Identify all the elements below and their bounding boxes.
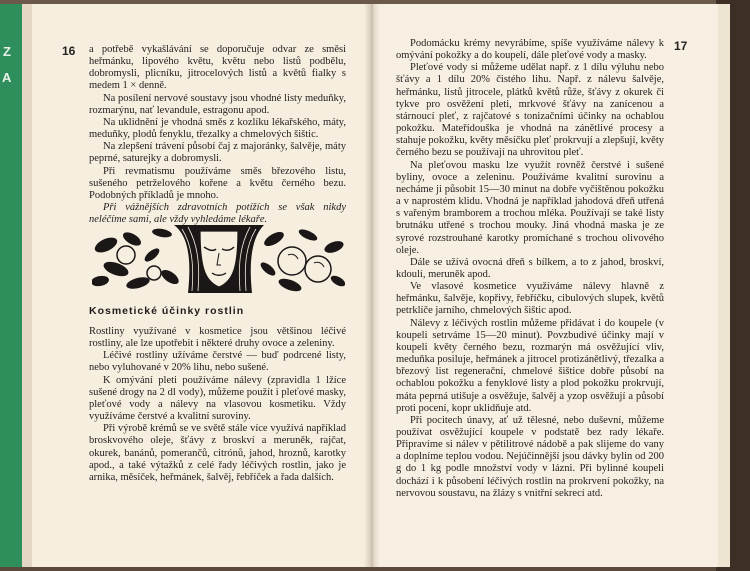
tab-letter-z: Z	[3, 44, 11, 59]
paragraph: Podomácku krémy nevyrábíme, spíše využíváme nálevy k omývání pokožky a do koupelí, dále pleťové vody a masky.	[396, 38, 664, 62]
paragraph: Při revmatismu používáme směs březového listu, sušeného petrželového kořene a květu černého bezu. Podobných příkladů je mnoho.	[89, 165, 346, 201]
paragraph: Léčivé rostliny užíváme čerstvé — buď podrcené listy, nebo vyluhované v 20% lihu, nebo sušené.	[89, 350, 346, 374]
paragraph: Při vážnějších zdravotních potížích se však nikdy neléčíme sami, ale vždy vyhledáme lékaře.	[89, 202, 346, 226]
paragraph: Na pleťovou masku lze využít rovněž čerstvé i sušené byliny, ovoce a zeleninu. Používáme kvalitní surovinu a necháme ji působit 15—30 minut na dobře vyčištěnou pokožku a v naprostém klidu. Vhodná je například jahodová dřeň utřená s vařeným bramborem a trochou mléka. Používají se také listy brutnáku utřené s trochou mouky. Jiná vhodná maska je ze syrové rozstrouhané karotky promíchané s trochou olivového oleje.	[396, 159, 664, 256]
paragraph: Na posílení nervové soustavy jsou vhodné listy meduňky, rozmarýnu, nať levandule, estragonu apod.	[89, 92, 346, 116]
paragraph: Na uklidnění je vhodná směs z kozlíku lékařského, máty, meduňky, plodů fenyklu, třezalky a chmelových šištic.	[89, 116, 346, 141]
page-edges-right	[716, 4, 730, 567]
paragraph: Pleťové vody si můžeme udělat např. z 1 dílu výluhu nebo šťávy a 1 dílu 20% čistého lihu. Např. z nálevu šalvěje, heřmánku, listů jitrocele, plátků květů růže, šťávy z okurek či tykve pro osvěžení pleti, mrkvové šťávy na zanícenou a stárnoucí pleť, z rajčatové s tonizačními účinky na ochablou pokožku. Mateřídouška je vhodná na zánětlivé procesy a stahuje pokožku, květy měsíčku pleť prokrvují a zlepšují, květy černého bezu se používají na uhrovitou pleť.	[396, 62, 664, 159]
section-heading: Kosmetické účinky rostlin	[89, 305, 245, 317]
paragraph: Při pocitech únavy, ať už tělesné, nebo duševní, můžeme používat osvěžující koupele v podstatě bez rady lékaře. Připravíme si nálev v pětilitrové nádobě a pak slijeme do vany a doplníme teplou vodou. Nejúčinnější jsou dávky bylin od 200 g do 1 kg podle množství vody v lázni. Při bylinné koupeli dochází i k působení léčivých rostlin na prokrvení pokožky, na nervovou soustavu, na žlázy s vnitřní sekrecí atd.	[396, 414, 664, 499]
tab-letter-a: A	[2, 70, 12, 85]
page-number-left: 16	[62, 44, 76, 58]
paragraph: Dále se užívá ovocná dřeň s bílkem, a to z jahod, broskví, kdoulí, meruněk apod.	[396, 256, 664, 280]
left-top-text	[89, 44, 346, 226]
index-tab	[0, 4, 22, 567]
paragraph: K omývání pleti používáme nálevy (zpravidla 1 lžíce sušené drogy na 2 dl vody), můžeme použít i pleťové masky, pleťové vody a nálevy na vlasovou kosmetiku. Vždy využíváme čerstvé a kvalitní suroviny.	[89, 374, 346, 423]
illustration-graphic	[92, 225, 345, 293]
page-edges-left	[22, 4, 32, 567]
paragraph: a potřebě vykašlávání se doporučuje odvar ze směsi heřmánku, lipového květu, květu nebo listů podbělu, dobromysli, plicníku, jitrocelových listů a květů fialky s medem 1 × denně.	[89, 44, 346, 92]
left-bottom-text	[89, 326, 346, 484]
paragraph: Nálevy z léčivých rostlin můžeme přidávat i do koupele (v koupeli setrváme 15—20 minut). Povzbudivé účinky mají v koupeli květy černého bezu, rozmarýn má osvěžující vliv, meduňka posiluje, heřmánek a jitrocel protizánětlivý, třezalka a březový list regenerační, chmelové šištice dobře působí na ochablou pokožku a fenyklové listy a plod pokožku prokrvují, máta peprná utišuje a osvěžuje, šalvěj a yzop osvěžují a působí proti pocení, kopr uklidňuje atd.	[396, 317, 664, 414]
right-page-text	[396, 38, 664, 500]
page-number-right: 17	[674, 39, 688, 53]
paragraph: Rostliny využívané v kosmetice jsou většinou léčivé rostliny, ale lze upotřebit i některé druhy ovoce a zeleniny.	[89, 326, 346, 350]
book-gutter	[364, 4, 380, 567]
paragraph: Na zlepšení trávení působí čaj z majoránky, šalvěje, máty peprné, saturejky a dobromysli.	[89, 141, 346, 165]
woman-with-fruit-illustration	[92, 225, 345, 293]
paragraph: Ve vlasové kosmetice využíváme nálevy hlavně z heřmánku, šalvěje, kopřivy, řebříčku, cibulových slupek, květů petrklíče jarního, chmelových šištic apod.	[396, 281, 664, 317]
paragraph: Při výrobě krémů se ve světě stále více využívá například broskvového oleje, šťávy z broskví a meruněk, rajčat, okurek, banánů, pomerančů, citrónů, jahod, hroznů, karotky apod., a také výtažků z celé řady léčivých rostlin, jako je arnika, měsíček, heřmánek, šalvěj, řebříček a řada dalších.	[89, 423, 346, 483]
